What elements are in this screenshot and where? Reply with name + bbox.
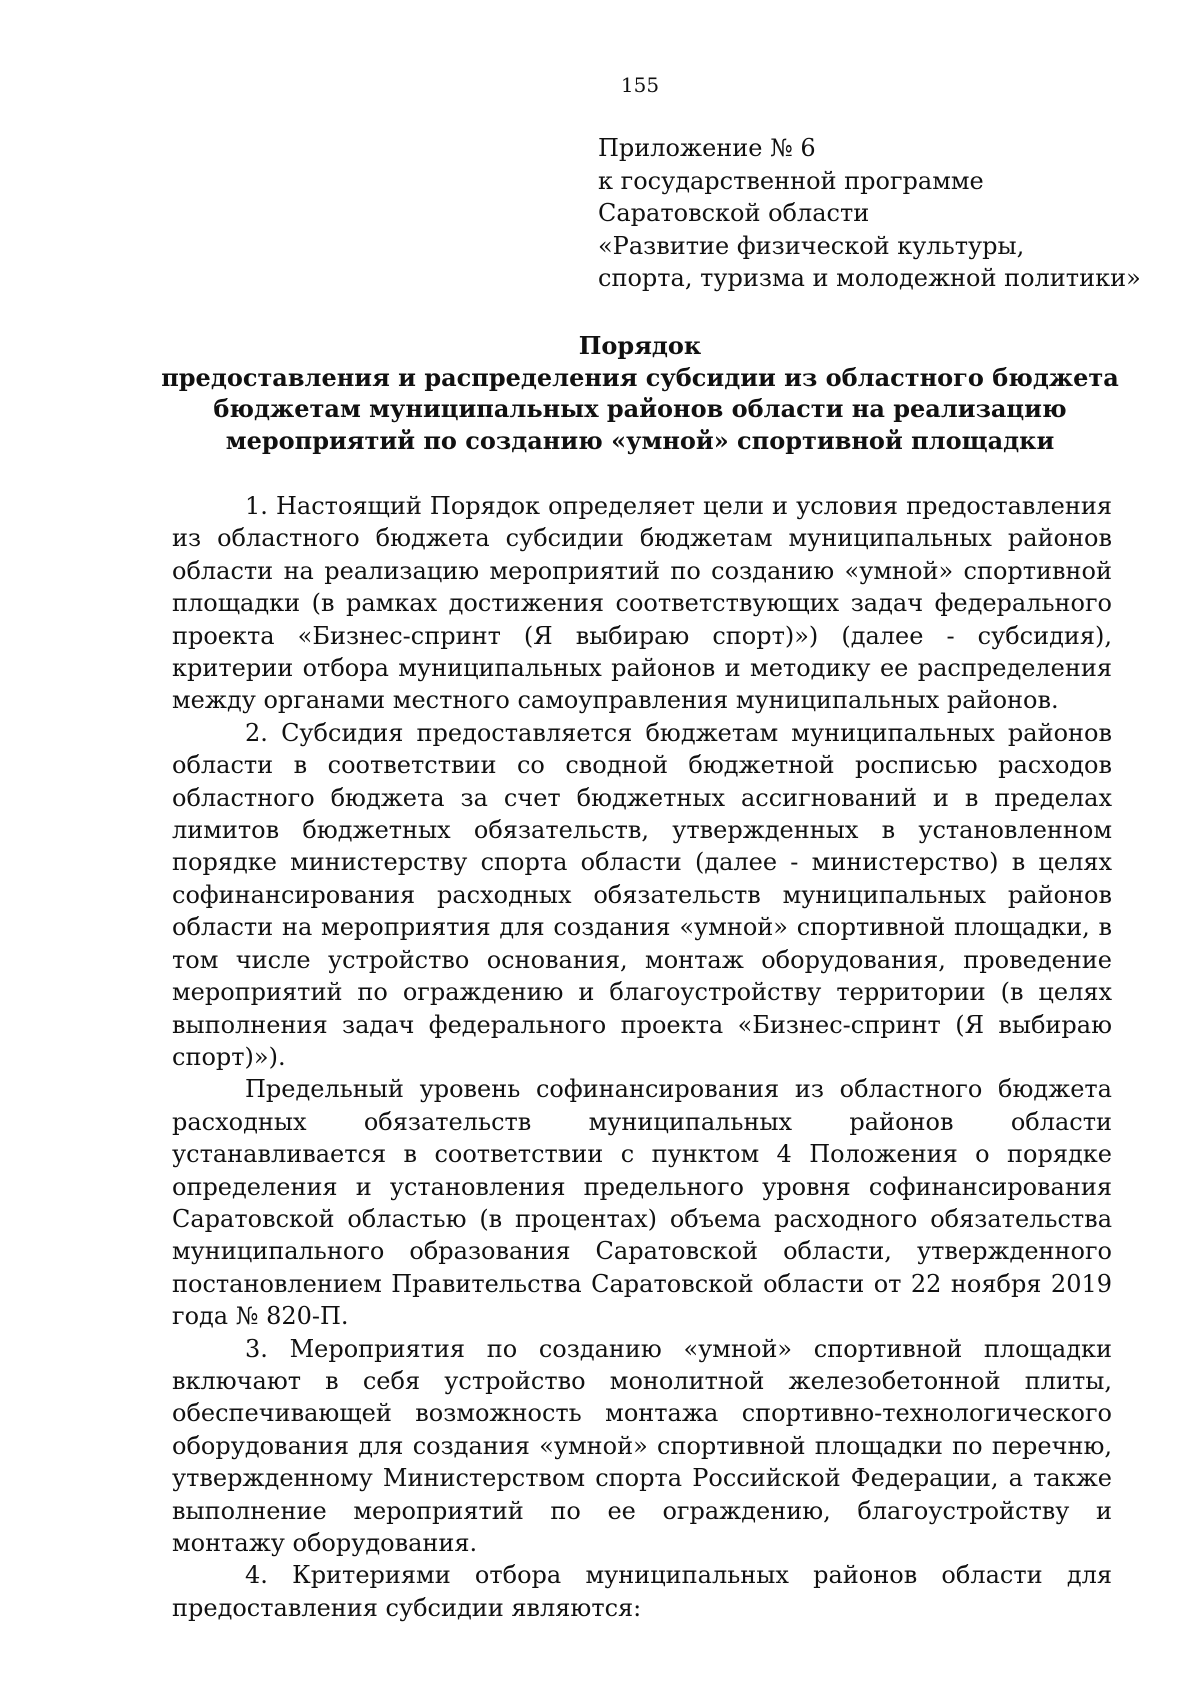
title-line: мероприятий по созданию «умной» спортивной площадки bbox=[225, 425, 1055, 455]
appendix-line: к государственной программе bbox=[598, 166, 984, 195]
paragraph-4: 4. Критериями отбора муниципальных районов области для предоставления субсидии являются: bbox=[172, 1561, 1112, 1622]
appendix-header bbox=[598, 132, 1158, 295]
paragraph-3: 3. Мероприятия по созданию «умной» спортивной площадки включают в себя устройство монолитной железобетонной плиты, обеспечивающей возможность монтажа спортивно-технологического оборудования для создания «умной» спортивной площадки по перечню, утвержденному Министерством спорта Российской Федерации, а также выполнение мероприятий по ее ограждению, благоустройству и монтажу оборудования. bbox=[172, 1334, 1112, 1557]
title-line: предоставления и распределения субсидии из областного бюджета bbox=[161, 362, 1119, 392]
page-number: 155 bbox=[620, 73, 660, 97]
appendix-line: Саратовской области bbox=[598, 199, 870, 227]
appendix-line: Приложение № 6 bbox=[598, 134, 816, 162]
document-title bbox=[150, 330, 1130, 456]
title-line: Порядок bbox=[578, 331, 702, 360]
paragraph-1: 1. Настоящий Порядок определяет цели и условия предоставления из областного бюджета субсидии бюджетам муниципальных районов области на реализацию мероприятий по созданию «умной» спортивной площадки (в рамках достижения соответствующих задач федерального проекта «Бизнес-спринт (Я выбираю спорт)») (далее - субсидия), критерии отбора муниципальных районов и методику ее распределения между органами местного самоуправления муниципальных районов. bbox=[172, 492, 1112, 715]
appendix-line: «Развитие физической культуры, bbox=[598, 231, 1025, 260]
paragraph-2-continued: Предельный уровень софинансирования из областного бюджета расходных обязательств муниципальных районов области устанавливается в соответствии с пунктом 4 Положения о порядке определения и установления предельного уровня софинансирования Саратовской областью (в процентах) объема расходного обязательства муниципального образования Саратовской области, утвержденного постановлением Правительства Саратовской области от 22 ноября 2019 года № 820-П. bbox=[172, 1075, 1112, 1331]
paragraph-2: 2. Субсидия предоставляется бюджетам муниципальных районов области в соответствии со сводной бюджетной росписью расходов областного бюджета за счет бюджетных ассигнований и в пределах лимитов бюджетных обязательств, утвержденных в установленном порядке министерству спорта области (далее - министерство) в целях софинансирования расходных обязательств муниципальных районов области на мероприятия для создания «умной» спортивной площадки, в том числе устройство основания, монтаж оборудования, проведение мероприятий по ограждению и благоустройству территории (в целях выполнения задач федерального проекта «Бизнес-спринт (Я выбираю спорт)»). bbox=[172, 718, 1112, 1071]
document-body bbox=[172, 490, 1112, 1624]
title-line: бюджетам муниципальных районов области на реализацию bbox=[213, 394, 1067, 423]
appendix-line: спорта, туризма и молодежной политики» bbox=[598, 264, 1141, 292]
